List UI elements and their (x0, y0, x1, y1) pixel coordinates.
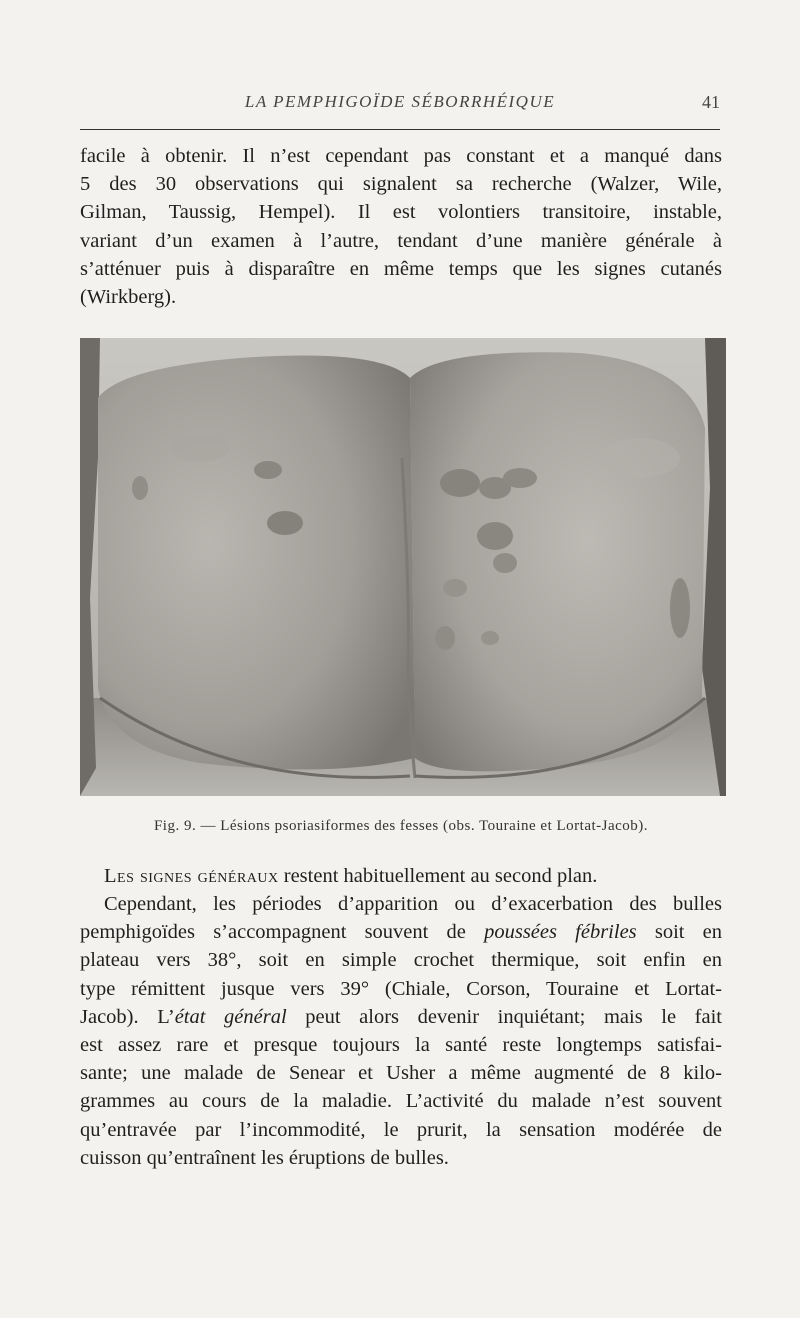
text-line (80, 1003, 722, 1031)
text-line: est assez rare et presque toujours la santé reste longtemps satisfai- (80, 1034, 722, 1057)
text-line: cuisson qu’entraînent les éruptions de bulles. (80, 1146, 449, 1169)
italic-run: état général (174, 1005, 287, 1028)
smallcaps-lead: Les signes généraux (104, 865, 279, 887)
text-run: peut alors devenir inquiétant; mais le fait (286, 1005, 722, 1028)
text-line: type rémittent jusque vers 39° (Chiale, Corson, Touraine et Lortat- (80, 977, 722, 1000)
running-head (80, 92, 720, 122)
text-line: Gilman, Taussig, Hempel). Il est volontiers transitoire, instable, (80, 201, 722, 224)
text-run: soit en (636, 921, 723, 944)
text-line: 5 des 30 observations qui signalent sa recherche (Walzer, Wile, (80, 173, 722, 196)
text-line: sante; une malade de Senear et Usher a même augmenté de 8 kilo- (80, 1062, 722, 1085)
text-line: facile à obtenir. Il n’est cependant pas constant et a manqué dans (80, 145, 722, 167)
paragraph-text: restent habituellement au second plan. (278, 865, 598, 887)
text-line: s’atténuer puis à disparaître en même temps que les signes cutanés (80, 257, 722, 280)
figure-caption: Fig. 9. — Lésions psoriasiformes des fesses (obs. Touraine et Lortat-Jacob). (153, 818, 649, 834)
page-number: 41 (702, 92, 720, 112)
paragraph-1 (80, 142, 722, 311)
text-line: (Wirkberg). (80, 286, 177, 309)
text-line (80, 918, 722, 946)
running-title: LA PEMPHIGOÏDE SÉBORRHÉIQUE (244, 92, 556, 111)
text-run: Jacob). L’ (80, 1005, 175, 1028)
paragraph-3 (80, 890, 722, 1172)
text-line: variant d’un examen à l’autre, tendant d’une manière générale à (80, 229, 722, 252)
italic-run: poussées fébriles (484, 921, 637, 944)
header-rule (80, 129, 720, 130)
text-line: qu’entravée par l’incommodité, le prurit, la sensation modérée de (80, 1118, 722, 1141)
text-line: plateau vers 38°, soit en simple crochet thermique, soit enfin en (80, 949, 722, 972)
text-line: grammes au cours de la maladie. L’activité du malade n’est souvent (80, 1090, 722, 1113)
text-line: Cependant, les périodes d’apparition ou d’exacerbation des bulles (104, 893, 722, 915)
figure-photograph (80, 338, 726, 796)
text-run: pemphigoïdes s’accompagnent souvent de (80, 921, 485, 944)
paragraph-2 (80, 862, 746, 890)
